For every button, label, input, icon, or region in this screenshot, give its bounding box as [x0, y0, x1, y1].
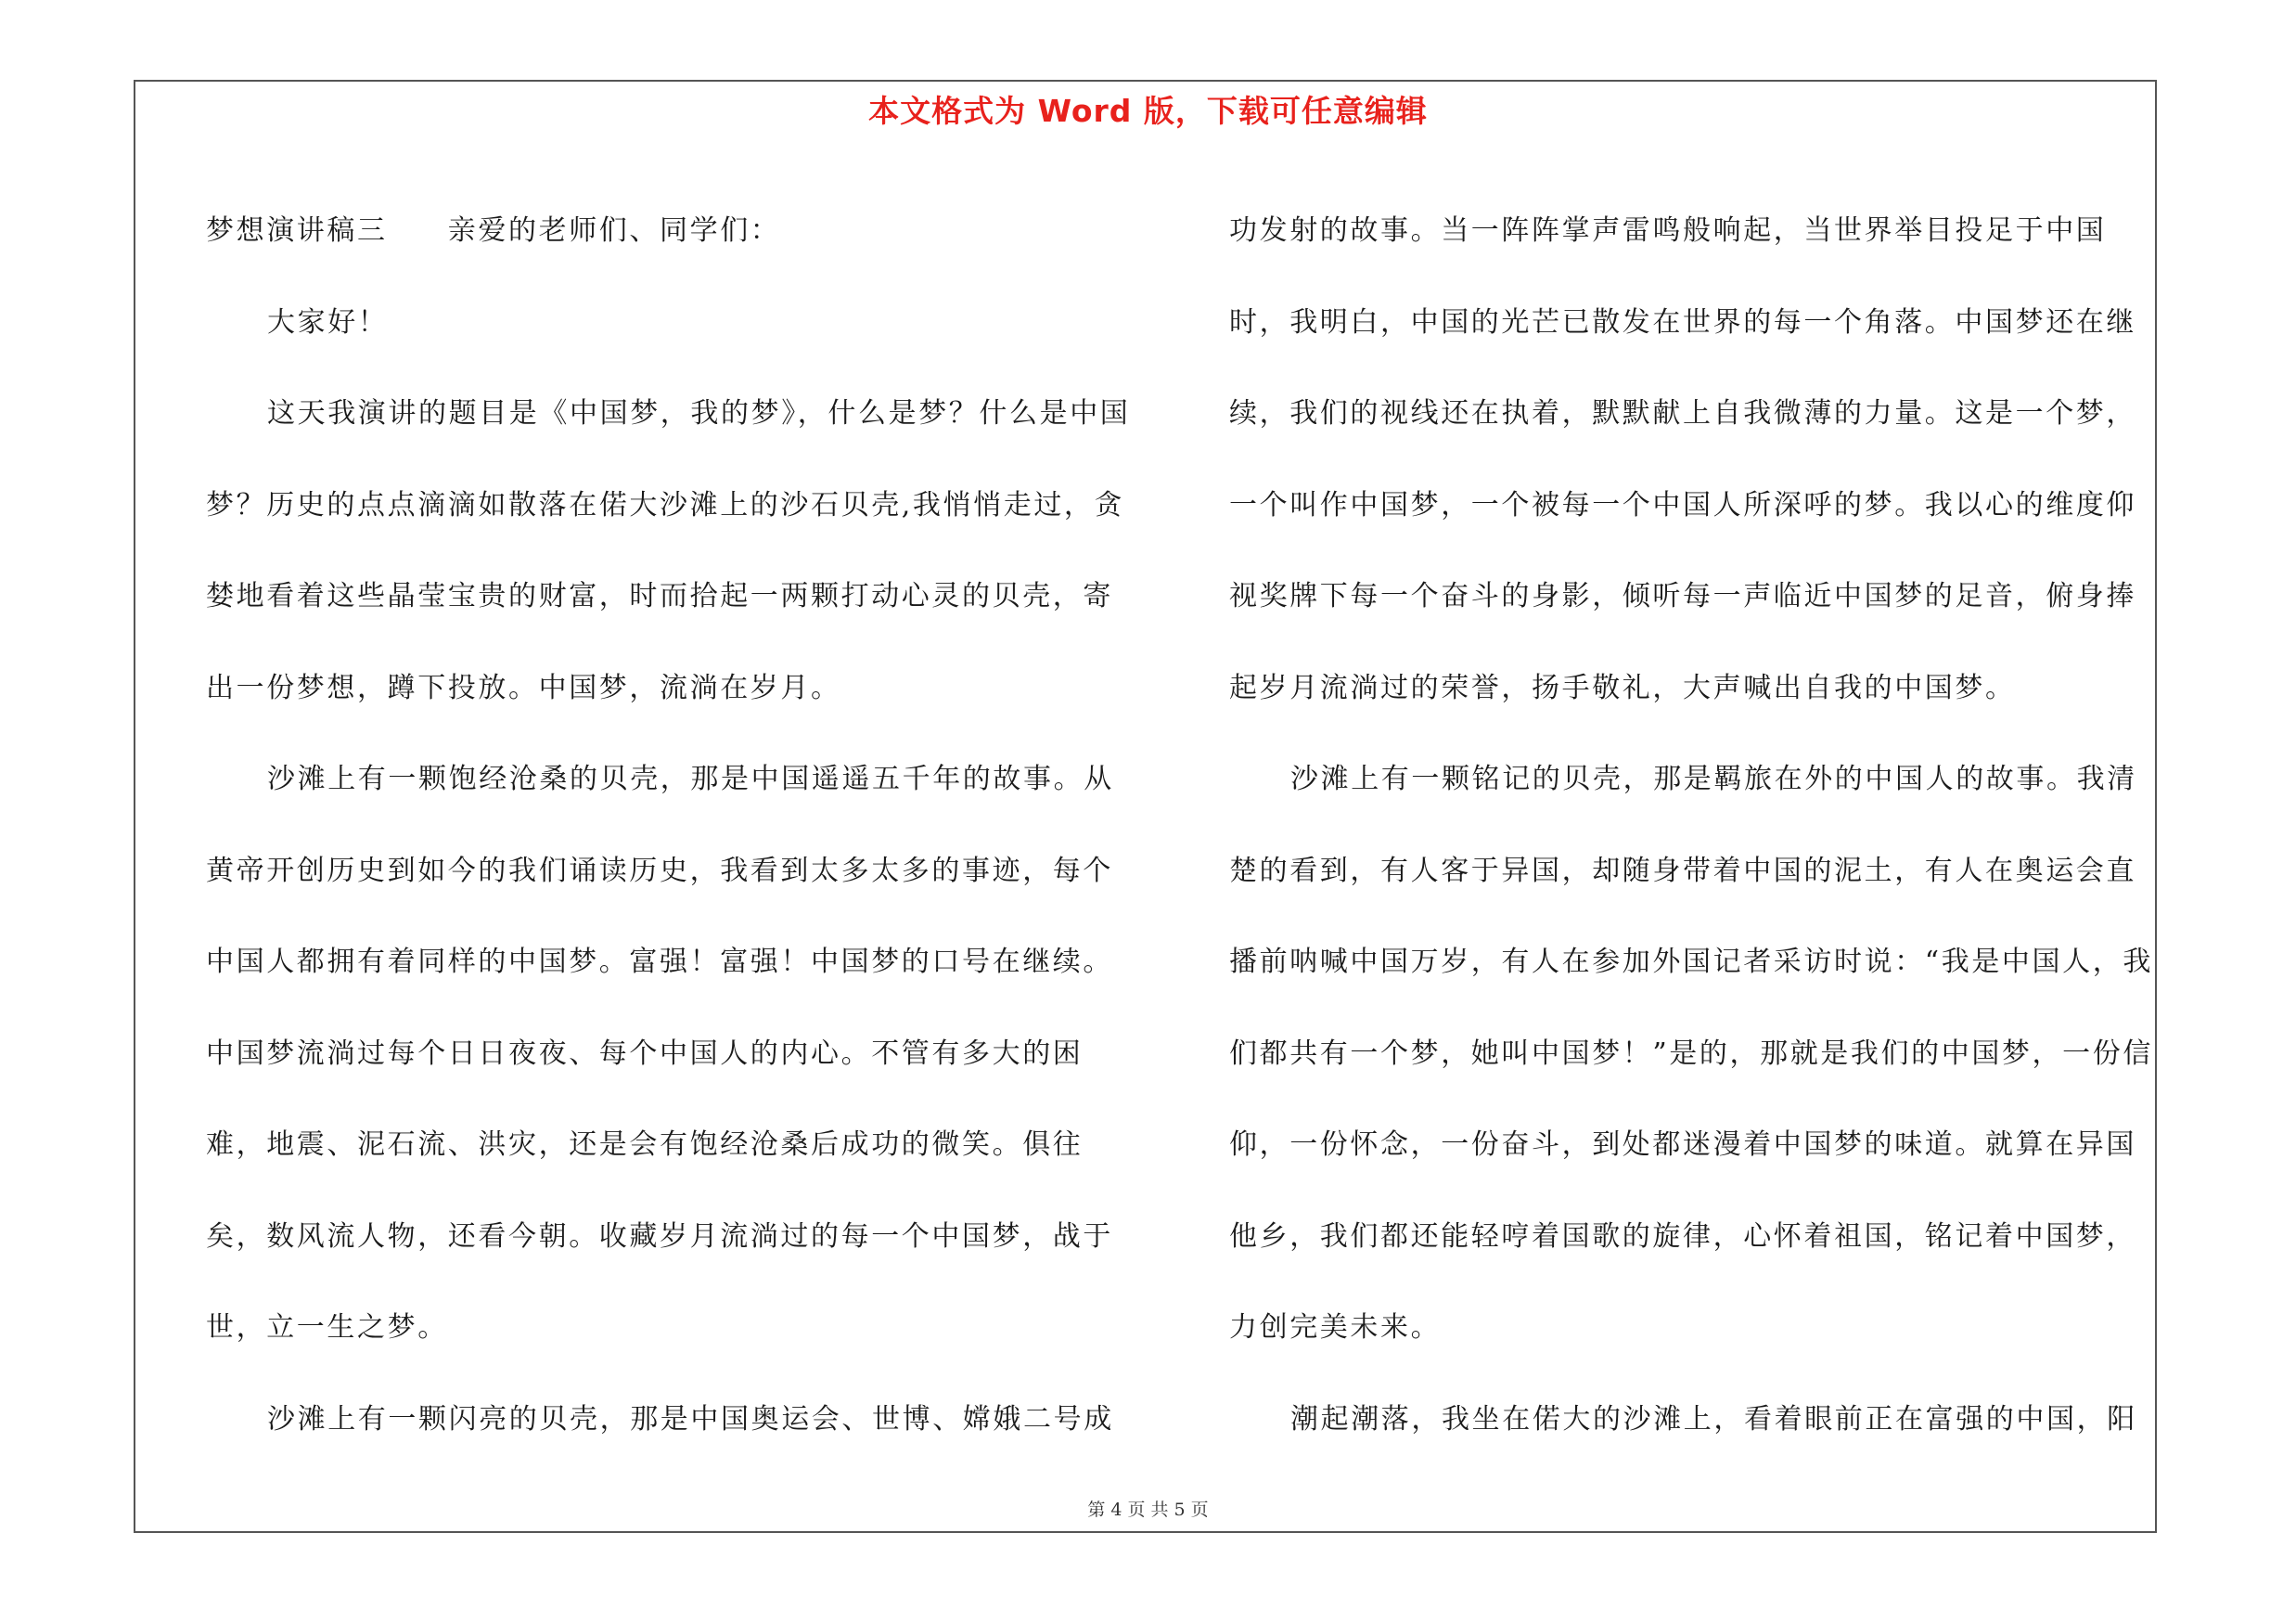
paragraph: 沙滩上有一颗闪亮的贝壳，那是中国奥运会、世博、嫦娥二号成 [267, 1402, 1114, 1436]
paragraph: 大家好！ [267, 305, 389, 339]
paragraph: 沙滩上有一颗饱经沧桑的贝壳，那是中国遥遥五千年的故事。从黄帝开创历史到如今的我们诵读历史，我看到太多太多的事迹，每个中国人都拥有着同样的中国梦。富强！富强！中国梦的口号在继续。中国梦流淌过每个日日夜夜、每个中国人的内心。不管有多大的困难，地震、泥石流、洪灾，还是会有饱经沧桑后成功的微笑。俱往矣，数风流人物，还看今朝。收藏岁月流淌过的每一个中国梦，战于世，立一生之梦。 [206, 763, 1114, 1344]
left-text-column [206, 186, 1134, 1465]
paragraph: 功发射的故事。当一阵阵掌声雷鸣般响起，当世界举目投足于中国时，我明白，中国的光芒已散发在世界的每一个角落。中国梦还在继续，我们的视线还在执着，默默献上自我微薄的力量。这是一个梦，一个叫作中国梦，一个被每一个中国人所深呼的梦。我以心的维度仰视奖牌下每一个奋斗的身影，倾听每一声临近中国梦的足音，俯身捧起岁月流淌过的荣誉，扬手敬礼，大声喊出自我的中国梦。 [1229, 214, 2136, 704]
paragraph: 沙滩上有一颗铭记的贝壳，那是羁旅在外的中国人的故事。我清楚的看到，有人客于异国，却随身带着中国的泥土，有人在奥运会直播前呐喊中国万岁，有人在参加外国记者采访时说：“我是中国人，我们都共有一个梦，她叫中国梦！”是的，那就是我们的中国梦，一份信仰，一份怀念，一份奋斗，到处都迷漫着中国梦的味道。就算在异国他乡，我们都还能轻哼着国歌的旋律，心怀着祖国，铭记着中国梦，力创完美未来。 [1229, 763, 2153, 1344]
paragraph: 梦想演讲稿三 亲爱的老师们、同学们： [206, 214, 781, 247]
paragraph: 这天我演讲的题目是《中国梦，我的梦》，什么是梦？什么是中国梦？历史的点点滴滴如散落在偌大沙滩上的沙石贝壳,我悄悄走过，贪婪地看着这些晶莹宝贵的财富，时而拾起一两颗打动心灵的贝壳，寄出一份梦想，蹲下投放。中国梦，流淌在岁月。 [206, 397, 1131, 704]
paragraph: 潮起潮落，我坐在偌大的沙滩上，看着眼前正在富强的中国，阳 [1290, 1402, 2137, 1436]
right-text-column [1229, 186, 2157, 1465]
page-number-footer: 第 4 页 共 5 页 [1087, 1500, 1209, 1520]
document-banner: 本文格式为 Word 版，下载可任意编辑 [868, 93, 1428, 129]
